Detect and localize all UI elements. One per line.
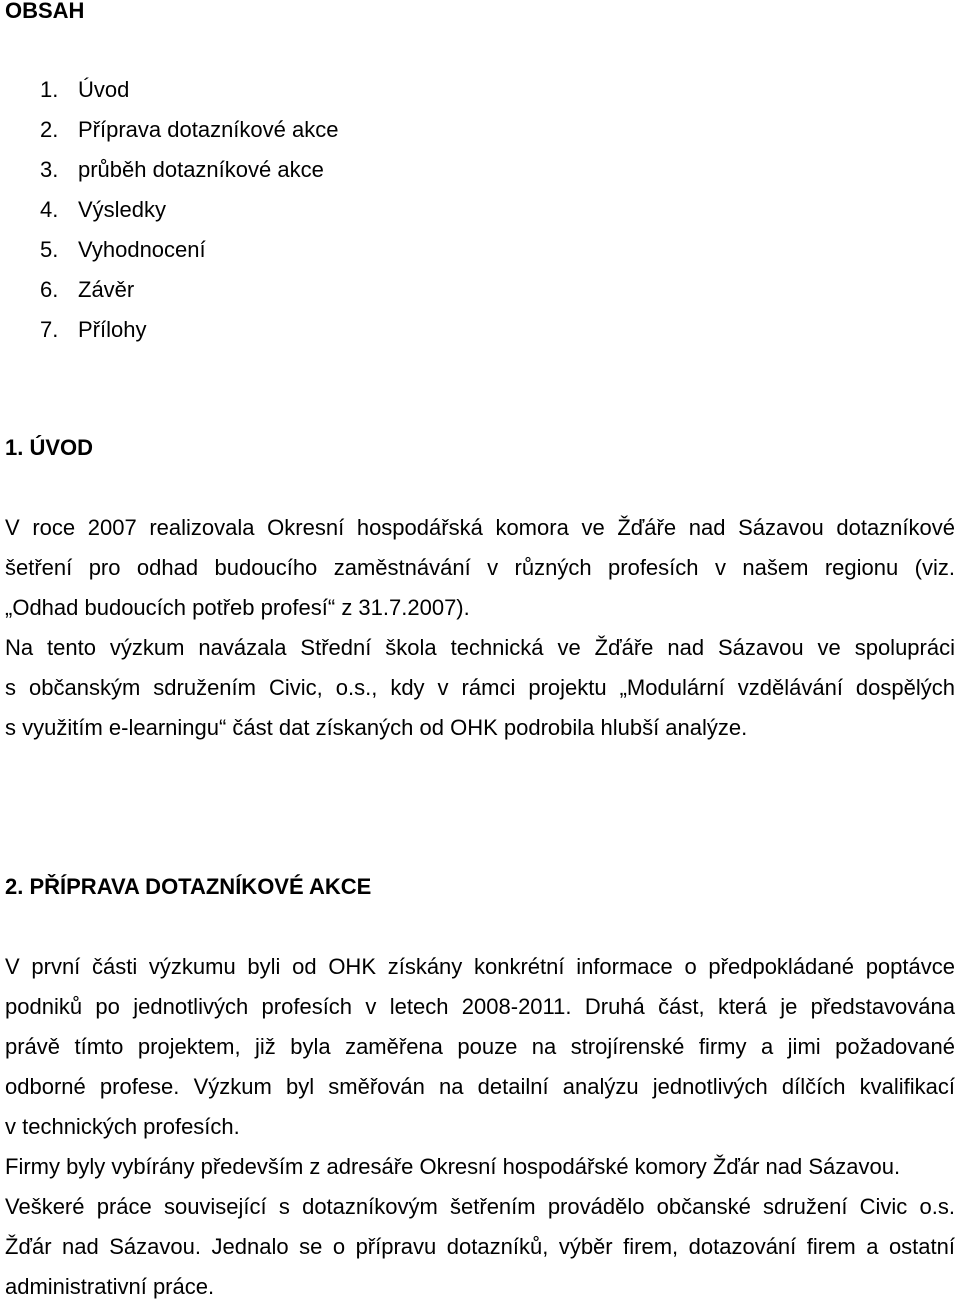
toc-item (40, 317, 338, 357)
toc-item-label: Úvod (78, 77, 130, 102)
toc-item-label: Přílohy (78, 317, 147, 342)
section-1-body (5, 515, 955, 755)
paragraph-line: podniků po jednotlivých profesích v letech 2008-2011. Druhá část, která je představována (5, 994, 955, 1019)
section-2-body (5, 954, 955, 1314)
paragraph-line: Firmy byly vybírány především z adresáře Okresní hospodářské komory Žďár nad Sázavou. (5, 1154, 901, 1179)
toc-item-label: Výsledky (78, 197, 167, 222)
section-2-heading: 2. PŘÍPRAVA DOTAZNÍKOVÉ AKCE (5, 874, 372, 899)
paragraph-line: v technických profesích. (5, 1114, 240, 1139)
toc-item (40, 197, 338, 237)
toc-item-number: 1. (40, 77, 59, 102)
paragraph-line: Žďár nad Sázavou. Jednalo se o přípravu dotazníků, výběr firem, dotazování firem a ostatní (5, 1234, 955, 1259)
toc-item (40, 237, 338, 277)
toc-item-label: Příprava dotazníkové akce (78, 117, 339, 142)
toc-item (40, 277, 338, 317)
paragraph-line: s využitím e-learningu“ část dat získaných od OHK podrobila hlubší analýze. (5, 715, 748, 740)
toc-item (40, 117, 338, 157)
paragraph-line: šetření pro odhad budoucího zaměstnávání v různých profesích v našem regionu (viz. (5, 555, 955, 580)
toc-item-number: 4. (40, 197, 59, 222)
paragraph-line: s občanským sdružením Civic, o.s., kdy v rámci projektu „Modulární vzdělávání dospělých (5, 675, 955, 700)
section-1-heading: 1. ÚVOD (5, 435, 94, 460)
toc-item (40, 157, 338, 197)
paragraph-line: odborné profese. Výzkum byl směřován na detailní analýzu jednotlivých dílčích kvalifikací (5, 1074, 955, 1099)
paragraph-line: administrativní práce. (5, 1274, 215, 1299)
paragraph-line: „Odhad budoucích potřeb profesí“ z 31.7.2007). (5, 595, 470, 620)
toc-item-number: 6. (40, 277, 59, 302)
paragraph-line: právě tímto projektem, již byla zaměřena pouze na strojírenské firmy a jimi požadované (5, 1034, 955, 1059)
toc-item-label: Vyhodnocení (78, 237, 206, 262)
toc-item-number: 2. (40, 117, 59, 142)
table-of-contents (40, 77, 338, 357)
toc-item-number: 7. (40, 317, 59, 342)
paragraph-line: V roce 2007 realizovala Okresní hospodářská komora ve Žďáře nad Sázavou dotazníkové (5, 515, 955, 540)
toc-item-number: 3. (40, 157, 59, 182)
toc-item (40, 77, 338, 117)
toc-heading: OBSAH (5, 0, 85, 23)
paragraph-line: Na tento výzkum navázala Střední škola technická ve Žďáře nad Sázavou ve spolupráci (5, 635, 955, 660)
toc-item-number: 5. (40, 237, 59, 262)
paragraph-line: Veškeré práce související s dotazníkovým šetřením provádělo občanské sdružení Civic o.s. (5, 1194, 955, 1219)
toc-item-label: průběh dotazníkové akce (78, 157, 324, 182)
paragraph-line: V první části výzkumu byli od OHK získány konkrétní informace o předpokládané poptávce (5, 954, 955, 979)
toc-item-label: Závěr (78, 277, 135, 302)
